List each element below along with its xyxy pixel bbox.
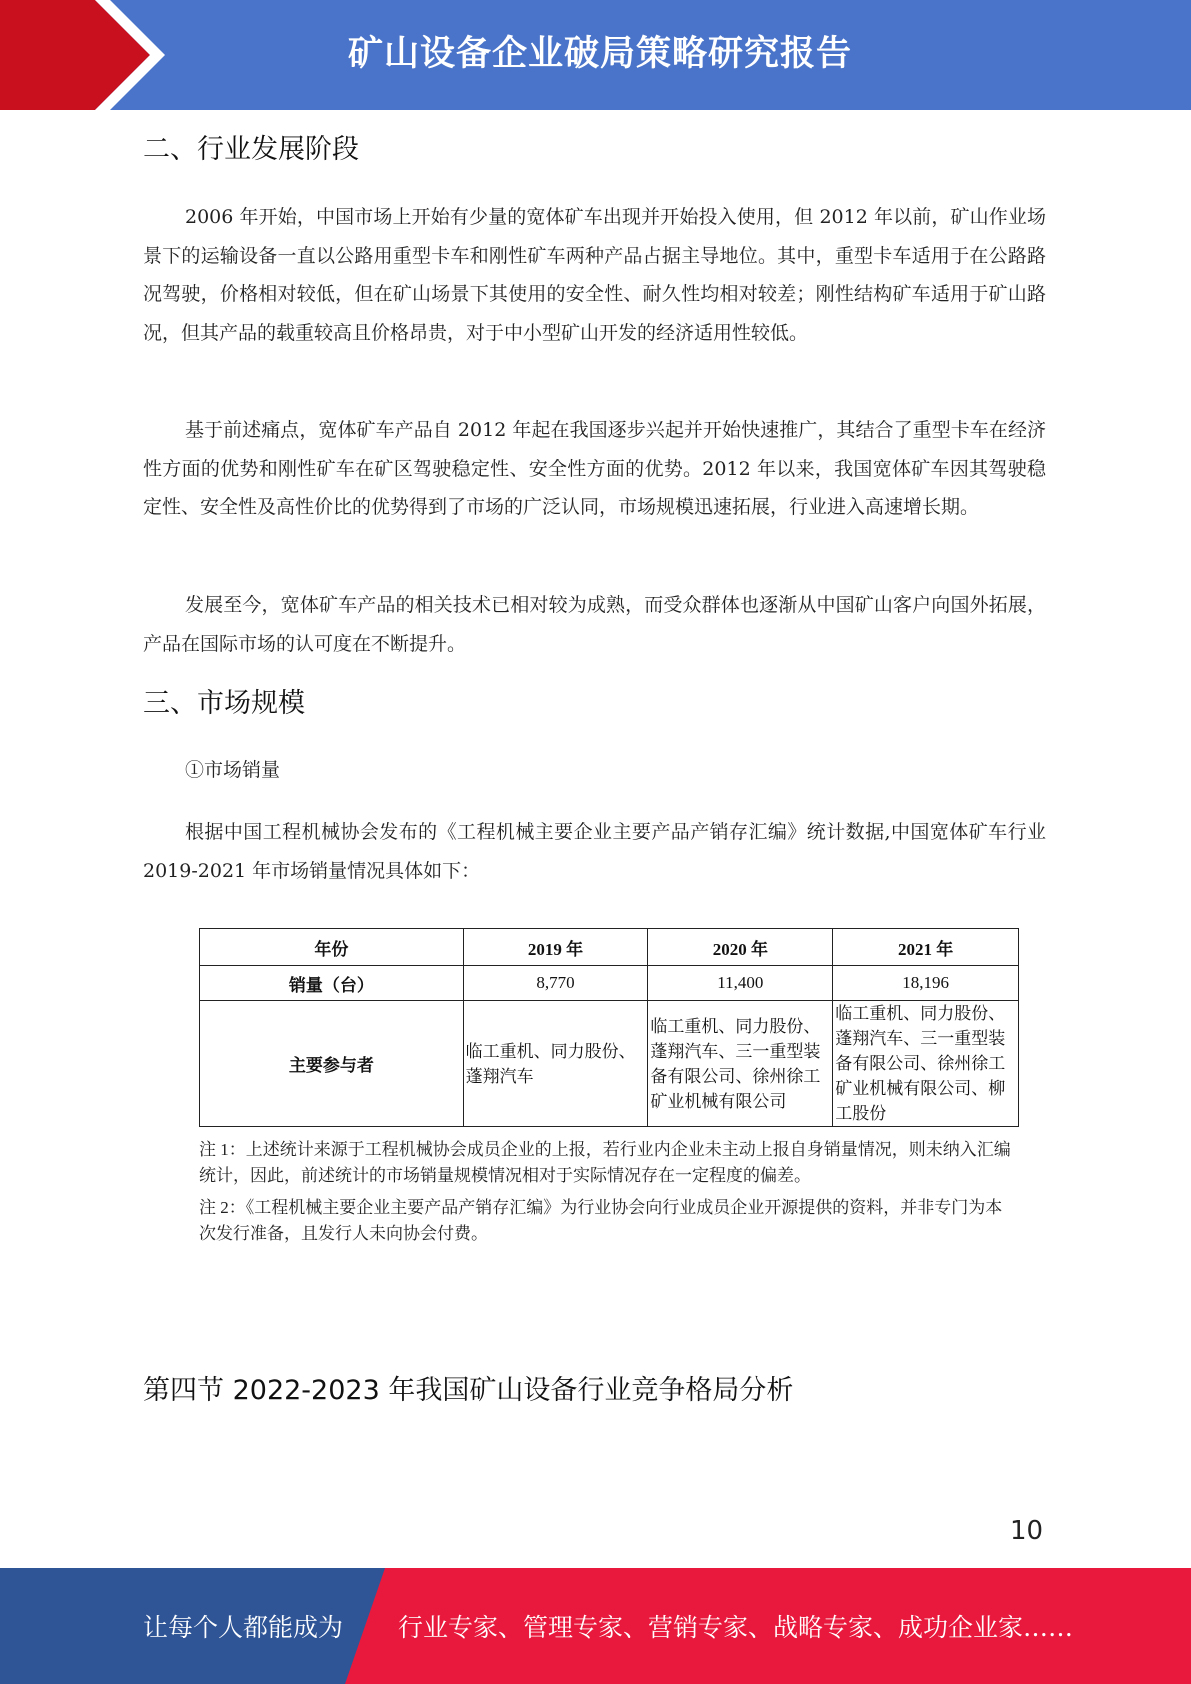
table-header-cell: 2020 年 bbox=[648, 929, 833, 966]
table-cell: 临工重机、同力股份、蓬翔汽车、三一重型装备有限公司、徐州徐工矿业机械有限公司 bbox=[648, 1001, 833, 1127]
table-cell: 临工重机、同力股份、蓬翔汽车、三一重型装备有限公司、徐州徐工矿业机械有限公司、柳工股份 bbox=[833, 1001, 1019, 1127]
table-cell: 8,770 bbox=[463, 966, 648, 1001]
section-2-paragraph-2: 基于前述痛点，宽体矿车产品自 2012 年起在我国逐步兴起并开始快速推广，其结合了重型卡车在经济性方面的优势和刚性矿车在矿区驾驶稳定性、安全性方面的优势。2012 年以来，我国宽体矿车因其驾驶稳定性、安全性及高性价比的优势得到了市场的广泛认同，市场规模迅速拓展，行业进入高速增长期。 bbox=[143, 419, 1046, 518]
table-row-label: 主要参与者 bbox=[200, 1001, 464, 1127]
table-note-1: 注 1：上述统计来源于工程机械协会成员企业的上报，若行业内企业未主动上报自身销量情况，则未纳入汇编统计，因此，前述统计的市场销量规模情况相对于实际情况存在一定程度的偏差。 bbox=[199, 1140, 1011, 1185]
section-2-title: 二、行业发展阶段 bbox=[143, 134, 359, 165]
footer-banner bbox=[0, 1568, 1191, 1684]
section-3-paragraph: 根据中国工程机械协会发布的《工程机械主要企业主要产品产销存汇编》统计数据,中国宽体矿车行业 2019-2021 年市场销量情况具体如下： bbox=[143, 821, 1046, 882]
table-cell: 临工重机、同力股份、蓬翔汽车 bbox=[463, 1001, 648, 1127]
section-4-title: 第四节 2022-2023 年我国矿山设备行业竞争格局分析 bbox=[143, 1375, 794, 1406]
table-header-cell: 2019 年 bbox=[463, 929, 648, 966]
footer-slogan-right: 行业专家、管理专家、营销专家、战略专家、成功企业家…… bbox=[398, 1613, 1074, 1642]
table-row-participants bbox=[200, 1001, 1019, 1127]
table-cell: 11,400 bbox=[648, 966, 833, 1001]
header-banner bbox=[0, 0, 1191, 110]
table-row-sales bbox=[200, 966, 1019, 1001]
section-2-paragraph-1: 2006 年开始，中国市场上开始有少量的宽体矿车出现并开始投入使用，但 2012 年以前，矿山作业场景下的运输设备一直以公路用重型卡车和刚性矿车两种产品占据主导地位。其中，重型卡车适用于在公路路况驾驶，价格相对较低，但在矿山场景下其使用的安全性、耐久性均相对较差；刚性结构矿车适用于矿山路况，但其产品的载重较高且价格昂贵，对于中小型矿山开发的经济适用性较低。 bbox=[143, 206, 1046, 344]
table-notes bbox=[199, 1137, 1019, 1253]
section-2-paragraph-3: 发展至今，宽体矿车产品的相关技术已相对较为成熟，而受众群体也逐渐从中国矿山客户向国外拓展，产品在国际市场的认可度在不断提升。 bbox=[143, 594, 1046, 655]
section-3-subheading: ①市场销量 bbox=[185, 759, 281, 781]
page-number: 10 bbox=[1010, 1516, 1044, 1546]
footer-slogan-left: 让每个人都能成为 bbox=[143, 1613, 344, 1642]
table-cell: 18,196 bbox=[833, 966, 1019, 1001]
header-arrow-decoration bbox=[0, 0, 170, 110]
table-header-cell: 2021 年 bbox=[833, 929, 1019, 966]
table-row-label: 销量（台） bbox=[200, 966, 464, 1001]
table-header-cell: 年份 bbox=[200, 929, 464, 966]
sales-table bbox=[199, 928, 1019, 1127]
header-title: 矿山设备企业破局策略研究报告 bbox=[347, 34, 852, 74]
section-3-title: 三、市场规模 bbox=[143, 688, 305, 719]
table-note-2: 注 2：《工程机械主要企业主要产品产销存汇编》为行业协会向行业成员企业开源提供的资料，并非专门为本次发行准备，且发行人未向协会付费。 bbox=[199, 1198, 1003, 1243]
table-header-row bbox=[200, 929, 1019, 966]
